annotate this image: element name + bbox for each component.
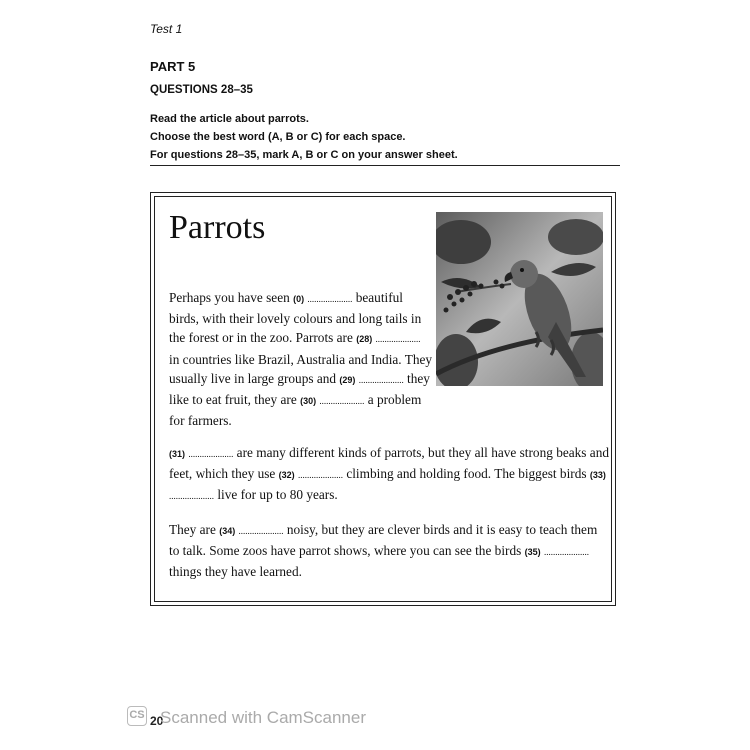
question-number: (34): [219, 526, 236, 536]
answer-gap: ....................: [238, 526, 284, 536]
parrot-photo: [436, 212, 603, 386]
text: They are: [169, 522, 220, 537]
answer-gap: ....................: [188, 449, 234, 459]
text: beautiful birds, with their lovely colours and long tails in the forest or in the zoo. Parrots are: [169, 290, 422, 346]
parrot-illustration: [436, 212, 603, 386]
article-title: Parrots: [169, 209, 266, 246]
answer-gap: ....................: [375, 334, 421, 345]
question-number: (30): [300, 396, 317, 407]
questions-heading: QUESTIONS 28–35: [150, 84, 253, 96]
question-number: (32): [278, 470, 295, 481]
instructions: [150, 110, 458, 164]
question-number: (33): [589, 470, 606, 481]
camscanner-logo-icon: CS: [127, 706, 147, 726]
text: noisy, but they are clever birds and it is easy to teach them to talk. Some zoos have parrot shows, where you can see the birds: [169, 522, 598, 559]
answer-gap: ....................: [169, 491, 214, 502]
answer-gap: ....................: [358, 374, 404, 385]
text: climbing and holding food. The biggest birds: [343, 466, 590, 482]
text: Perhaps you have seen: [169, 290, 294, 305]
paragraph-3: [169, 520, 609, 582]
instruction-line: Read the article about parrots.: [150, 113, 309, 125]
text: live for up to 80 years.: [214, 487, 338, 503]
text: in countries like Brazil, Australia and India. They usually live in large groups and: [169, 351, 433, 386]
text: are many different kinds of parrots, but they all have strong beaks and feet, which they use: [169, 445, 609, 482]
page-number: 20: [150, 714, 164, 728]
text: they like to eat fruit, they are: [169, 370, 430, 408]
divider: [150, 165, 620, 166]
answer-gap: ....................: [298, 470, 344, 481]
question-number: (28): [356, 334, 373, 345]
question-number: (35): [524, 547, 541, 558]
test-label: Test 1: [150, 22, 183, 36]
part-heading: PART 5: [150, 59, 196, 74]
text: things they have learned.: [169, 564, 302, 580]
article-inner-frame: [154, 196, 612, 602]
scanner-watermark: Scanned with CamScanner: [160, 708, 367, 727]
text: a problem for farmers.: [169, 392, 422, 429]
question-number: (0): [293, 294, 305, 304]
answer-gap: ....................: [319, 396, 365, 407]
answer-gap: ....................: [307, 294, 353, 304]
paragraph-1: [169, 288, 434, 430]
article-box: [150, 192, 616, 606]
paragraph-2: [169, 443, 609, 507]
question-number: (29): [339, 374, 356, 385]
instruction-line: For questions 28–35, mark A, B or C on your answer sheet.: [150, 149, 458, 161]
instruction-line: Choose the best word (A, B or C) for each space.: [150, 131, 406, 143]
answer-gap: ....................: [543, 547, 589, 558]
question-number: (31): [169, 449, 186, 459]
